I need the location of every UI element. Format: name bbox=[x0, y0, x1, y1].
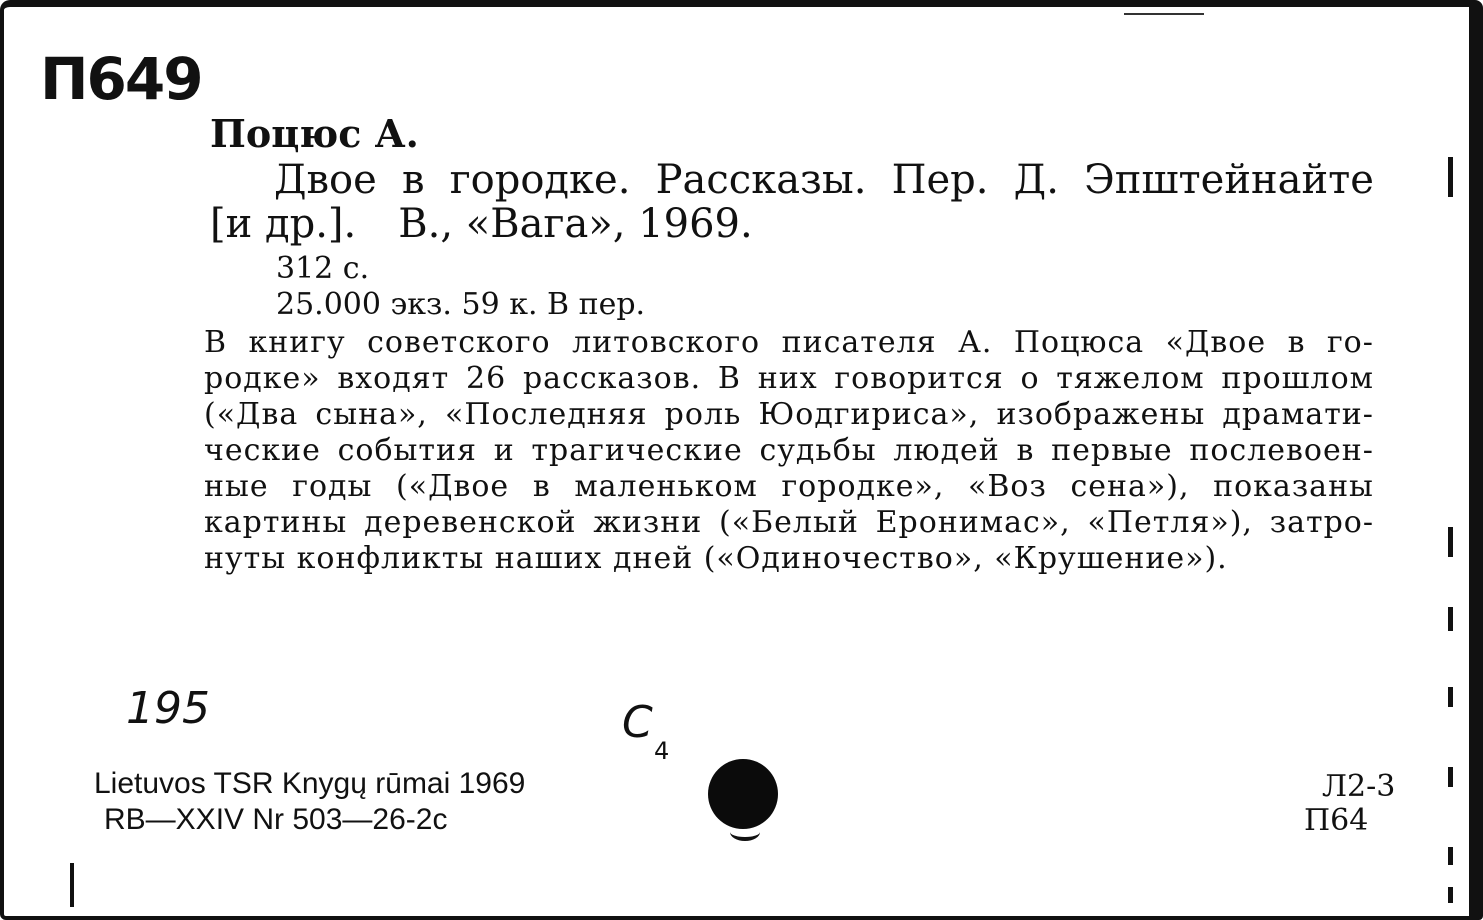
annotation-word: го- bbox=[1326, 325, 1374, 360]
annotation-word: рассказов. bbox=[522, 361, 702, 396]
annotation-word: сына», bbox=[315, 397, 428, 432]
annotation-word: («Два bbox=[204, 397, 299, 432]
handwritten-letter: С bbox=[622, 697, 653, 748]
annotation-word: советского bbox=[367, 325, 551, 360]
annotation-word: Поцюса bbox=[1013, 325, 1145, 360]
annotation-word: картины bbox=[204, 505, 348, 540]
handwritten-number: 195 bbox=[126, 683, 210, 734]
title-part: В., «Вага», 1969. bbox=[398, 201, 753, 247]
annotation-word: изображены bbox=[996, 397, 1206, 432]
annotation-word: писателя bbox=[781, 325, 937, 360]
edge-mark bbox=[1448, 607, 1453, 631]
annotation-word: в bbox=[1287, 325, 1306, 360]
title-word: Д. bbox=[1013, 157, 1059, 203]
annotation-word: Еронимас», bbox=[875, 505, 1071, 540]
title-part: [и др.]. bbox=[210, 201, 357, 247]
annotation-word: маленьком bbox=[574, 469, 758, 504]
annotation-word: «Двое bbox=[1165, 325, 1267, 360]
annotation-word: ческие bbox=[204, 433, 321, 468]
annotation-word: 26 bbox=[466, 361, 507, 396]
title-word: городке. bbox=[449, 157, 631, 203]
title-line-1 bbox=[274, 157, 1374, 203]
annotation-word: «Последняя bbox=[445, 397, 648, 432]
publisher-line-2: RB—XXIV Nr 503—26-2c bbox=[104, 803, 448, 836]
annotation-word: Юодгириса», bbox=[758, 397, 980, 432]
title-line-2 bbox=[210, 201, 753, 247]
annotation-word: книгу bbox=[248, 325, 346, 360]
punch-hole-tear bbox=[730, 823, 760, 841]
annotation-word: тяжелом bbox=[1056, 361, 1205, 396]
annotation-line bbox=[204, 325, 1374, 360]
annotation-word: ные bbox=[204, 469, 269, 504]
annotation-word: «Петля»), bbox=[1087, 505, 1253, 540]
annotation-word: деревенской bbox=[364, 505, 577, 540]
call-number: П649 bbox=[40, 45, 202, 113]
annotation-line bbox=[204, 397, 1374, 432]
annotation-word: сена»), bbox=[1070, 469, 1190, 504]
title-word: Рассказы. bbox=[655, 157, 867, 203]
annotation-word: них bbox=[757, 361, 818, 396]
annotation-word: роль bbox=[664, 397, 742, 432]
annotation-word: годы bbox=[292, 469, 373, 504]
annotation-word: литовского bbox=[572, 325, 761, 360]
title-word: в bbox=[401, 157, 425, 203]
annotation-word: о bbox=[1020, 361, 1040, 396]
author-heading: Поцюс А. bbox=[210, 111, 419, 156]
author-mark: П64 bbox=[1304, 803, 1369, 838]
annotation-word: трагические bbox=[531, 433, 743, 468]
annotation-word: в bbox=[532, 469, 551, 504]
edge-mark bbox=[1448, 527, 1453, 557]
pencil-tick bbox=[70, 863, 74, 907]
annotation-word: городке», bbox=[781, 469, 945, 504]
annotation-word: («Белый bbox=[719, 505, 859, 540]
edge-mark bbox=[1448, 687, 1453, 707]
annotation-line bbox=[204, 433, 1374, 468]
annotation-word: говорится bbox=[834, 361, 1004, 396]
annotation-word: родке» bbox=[204, 361, 321, 396]
annotation-word: и bbox=[493, 433, 515, 468]
annotation-word: в bbox=[1016, 433, 1035, 468]
publisher-line-1: Lietuvos TSR Knygų rūmai 1969 bbox=[94, 767, 526, 800]
classification-index: Л2-3 bbox=[1322, 769, 1396, 804]
punch-hole bbox=[708, 759, 778, 829]
annotation-word: послевоен- bbox=[1189, 433, 1374, 468]
annotation-line bbox=[204, 505, 1374, 540]
annotation-word: судьбы bbox=[759, 433, 877, 468]
annotation-word: нуты конфликты наших дней («Одиночество», «Крушение»). bbox=[204, 541, 1228, 576]
annotation-line bbox=[204, 541, 1228, 576]
edge-mark bbox=[1448, 157, 1453, 197]
edge-mark bbox=[1448, 847, 1453, 865]
annotation-word: А. bbox=[958, 325, 993, 360]
annotation-word: затро- bbox=[1269, 505, 1374, 540]
annotation-word: В bbox=[717, 361, 741, 396]
title-word: Пер. bbox=[891, 157, 989, 203]
pages: 312 с. bbox=[276, 251, 370, 286]
annotation-word: входят bbox=[337, 361, 450, 396]
annotation-word: В bbox=[204, 325, 228, 360]
annotation-word: первые bbox=[1051, 433, 1173, 468]
annotation-word: события bbox=[337, 433, 477, 468]
title-word: Двое bbox=[274, 157, 377, 203]
annotation-word: прошлом bbox=[1221, 361, 1374, 396]
annotation-word: жизни bbox=[593, 505, 703, 540]
annotation-line bbox=[204, 361, 1374, 396]
annotation-word: показаны bbox=[1213, 469, 1374, 504]
annotation-word: драмати- bbox=[1222, 397, 1374, 432]
print-run-and-price: 25.000 экз. 59 к. В пер. bbox=[276, 287, 646, 322]
annotation-line bbox=[204, 469, 1374, 504]
title-word: Эпштейнайте bbox=[1084, 157, 1374, 203]
handwritten-subscript: 4 bbox=[654, 737, 670, 765]
edge-mark bbox=[1448, 887, 1453, 903]
edge-mark bbox=[1448, 767, 1453, 787]
annotation-word: людей bbox=[893, 433, 1000, 468]
annotation-word: «Воз bbox=[968, 469, 1047, 504]
annotation-word: («Двое bbox=[396, 469, 510, 504]
top-edge-mark bbox=[1124, 13, 1204, 15]
